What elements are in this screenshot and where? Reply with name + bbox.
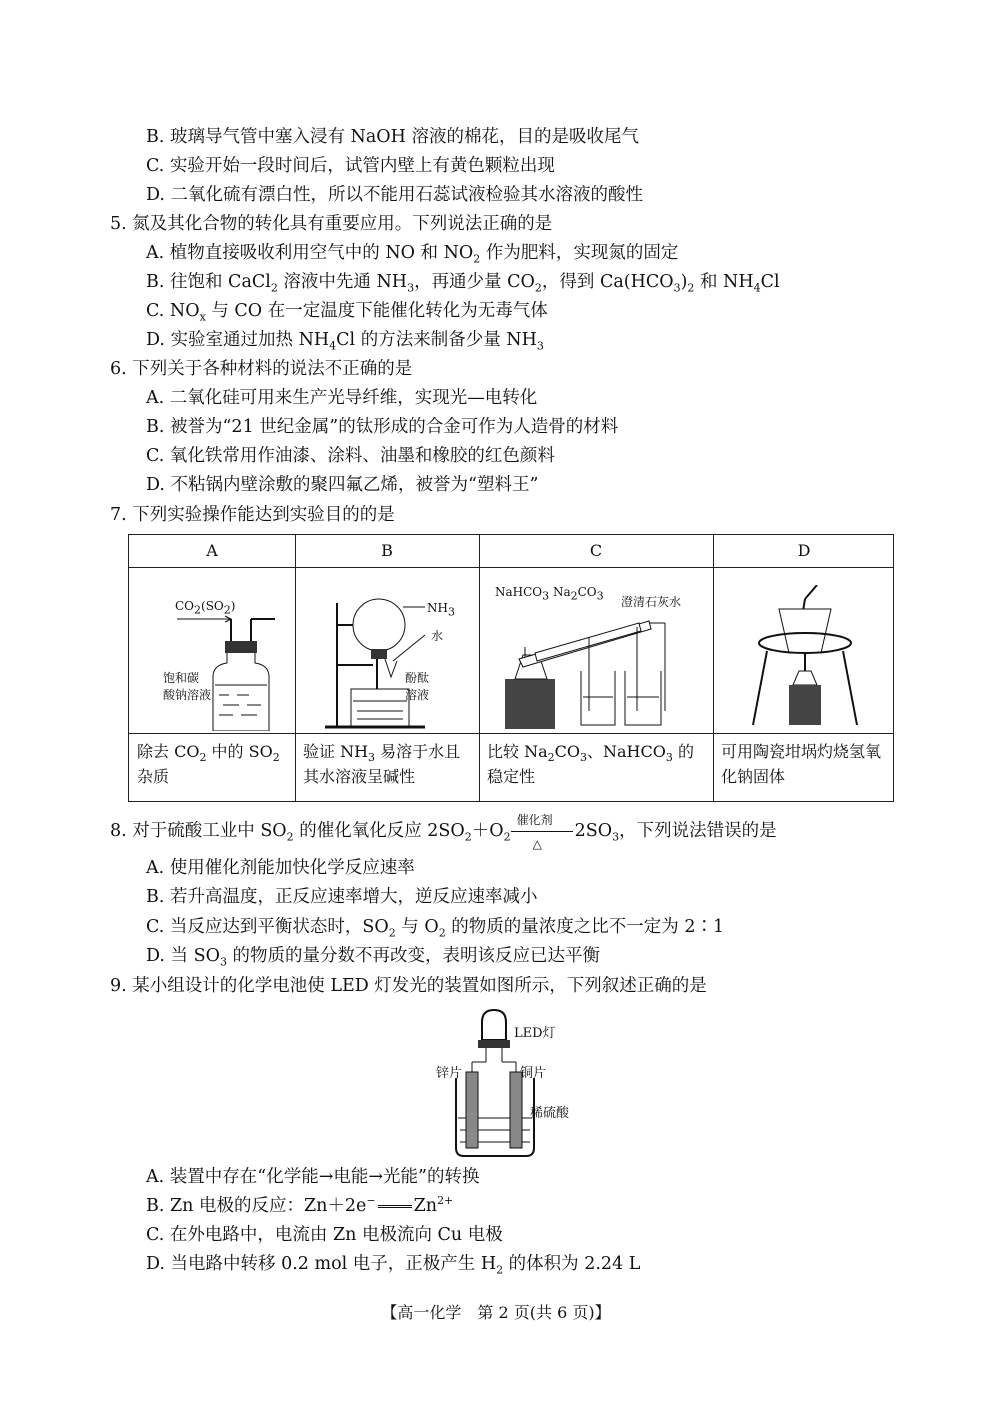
caption-c: 比较 $Na_2CO_3$、NaHCO$_3$ 的稳定性 [487, 742, 694, 786]
q9-option-a: A. 装置中存在“化学能→电能→光能”的转换 [146, 1167, 480, 1187]
fig-b-nh3-label: $NH_3$ [427, 601, 455, 619]
q6-option-a: A. 二氧化硅可用来生产光导纤维，实现光—电转化 [146, 388, 538, 408]
q8-option-a: A. 使用催化剂能加快化学反应速率 [146, 858, 415, 878]
fig-a-solution-label: 饱和碳 酸钠溶液 [163, 671, 212, 702]
q8-option-b: B. 若升高温度，正反应速率增大，逆反应速率减小 [146, 887, 538, 907]
fig-c-limewater-label: 澄清石灰水 [621, 595, 682, 609]
q7-experiment-table [128, 534, 894, 802]
fig-b-water-label: 水 [431, 629, 444, 643]
page-footer: 【高一化学 第 2 页(共 6 页)】 [381, 1303, 611, 1322]
q4-option-b: B. 玻璃导气管中塞入浸有 NaOH 溶液的棉花，目的是吸收尾气 [146, 127, 639, 147]
q9-led-label: LED灯 [514, 1026, 556, 1041]
q6-option-d: D. 不粘锅内壁涂敷的聚四氟乙烯，被誉为“塑料王” [146, 475, 539, 495]
q5-option-a: A. 植物直接吸收利用空气中的 NO 和 $NO_2$ 作为肥料，实现氮的固定 [146, 243, 679, 266]
fig-a-gas-label: $CO_2(SO_2)$ [175, 599, 236, 617]
q5-option-d: D. 实验室通过加热 $NH_4Cl$ 的方法来制备少量 $NH_3$ [146, 330, 544, 353]
q8-stem: 8. 对于硫酸工业中 $SO_2$ 的催化氧化反应 $2SO_2+O_2$ 催化剂 △ $2SO_3$，下列说法错误的是 [110, 812, 777, 851]
fig-d-crucible-apparatus [745, 585, 875, 731]
q9-zinc-label: 锌片 [436, 1066, 463, 1081]
q9-option-b: B. Zn 电极的反应：Zn＋2e− $Zn^{2+}$ [146, 1194, 454, 1216]
q7-stem: 7. 下列实验操作能达到实验目的的是 [110, 505, 395, 525]
q9-option-d: D. 当电路中转移 0.2 mol 电子，正极产生 $H_2$ 的体积为 2.24 L [146, 1254, 641, 1277]
fig-b-phenolphthalein-label: 酚酞 溶液 [405, 671, 430, 702]
q5-stem: 5. 氮及其化合物的转化具有重要应用。下列说法正确的是 [110, 214, 553, 234]
q8-option-d: D. 当 $SO_3$ 的物质的量分数不再改变，表明该反应已达平衡 [146, 946, 600, 969]
q6-stem: 6. 下列关于各种材料的说法不正确的是 [110, 359, 413, 379]
header-a: A [206, 541, 218, 560]
q4-option-d: D. 二氧化硫有漂白性，所以不能用石蕊试液检验其水溶液的酸性 [146, 185, 644, 205]
q9-option-c: C. 在外电路中，电流由 Zn 电极流向 Cu 电极 [146, 1225, 503, 1245]
q6-option-c: C. 氧化铁常用作油漆、涂料、油墨和橡胶的红色颜料 [146, 446, 555, 466]
q9-stem: 9. 某小组设计的化学电池使 LED 灯发光的装置如图所示，下列叙述正确的是 [110, 976, 707, 996]
caption-d: 可用陶瓷坩埚灼烧氢氧化钠固体 [721, 742, 882, 786]
q6-option-b: B. 被誉为“21 世纪金属”的钛形成的合金可作为人造骨的材料 [146, 417, 619, 437]
q8-option-c: C. 当反应达到平衡状态时，$SO_2$ 与 $O_2$ 的物质的量浓度之比不一定为 2∶1 [146, 917, 725, 940]
caption-b: 验证 $NH_3$ 易溶于水且其水溶液呈碱性 [303, 742, 461, 786]
reaction-arrow: 催化剂 △ [511, 821, 575, 843]
q5-option-b: B. 往饱和 CaCl$_2$ 溶液中先通 $NH_3$，再通少量 $CO_2$，得到 $Ca(HCO_3)_2$ 和 $NH_4Cl$ [146, 272, 780, 295]
header-c: C [589, 541, 603, 560]
fig-b-fountain-apparatus [325, 595, 465, 731]
fig-c-heating-apparatus [489, 601, 709, 731]
q5-option-c: C. $NO_x$ 与 CO 在一定温度下能催化转化为无毒气体 [146, 301, 548, 324]
q9-acid-label: 稀硫酸 [530, 1106, 570, 1121]
header-d: D [797, 541, 811, 560]
fig-c-salts-label: NaHCO$_3$ $Na_2CO_3$ [495, 585, 604, 603]
caption-a: 除去 $CO_2$ 中的 $SO_2$ 杂质 [137, 742, 280, 786]
header-b: B [381, 541, 393, 560]
q9-copper-label: 铜片 [520, 1066, 547, 1081]
q4-option-c: C. 实验开始一段时间后，试管内壁上有黄色颗粒出现 [146, 156, 555, 176]
